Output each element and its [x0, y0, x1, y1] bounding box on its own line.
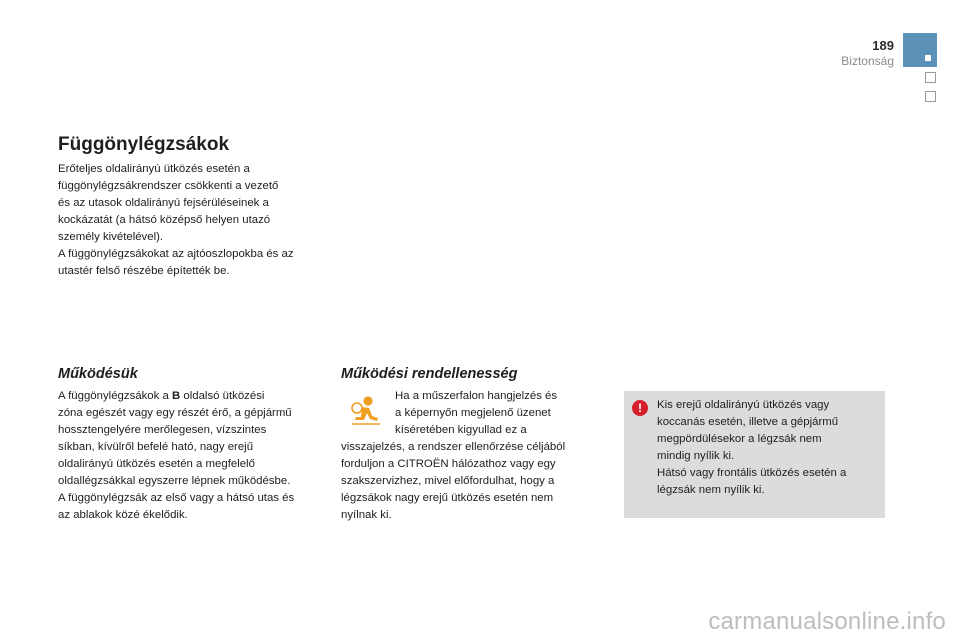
tab-marker-icon [925, 55, 931, 61]
section-tab-active[interactable] [903, 33, 937, 67]
malfunction-heading: Működési rendellenesség [341, 366, 518, 382]
malfunction-text-indented: Ha a műszerfalon hangjelzés és a képernyőn megjelenő üzenet kíséretében kigyullad ez a [395, 390, 558, 436]
section-tab[interactable] [925, 72, 936, 83]
section-title: Biztonság [841, 54, 894, 68]
airbag-warning-icon [349, 393, 383, 427]
note-text: Kis erejű oldalirányú ütközés vagy koccanás esetén, illetve a gépjármű megpördülésekor a légzsák nem mindig nyílik ki. Hátsó vagy frontális ütközés esetén a légzsák nem nyílik ki. [657, 399, 847, 496]
page-title: Függönylégzsákok [58, 134, 230, 155]
zone-letter: B [171, 390, 181, 402]
operation-text-rest: oldalsó ütközési zóna egészét vagy egy részét érő, a gépjármű hossztengelyére merőlegesen, vízszintes síkban, kívülről befelé ható, nagy erejű oldalirányú ütközés esetén a megfelelő oldallégzsákkal egyszerre lépnek működésbe. A függönylégzsák az első vagy a hátsó utas és az ablakok közé ékelődik. [58, 390, 295, 521]
operation-paragraph [58, 388, 323, 524]
intro-paragraph: Erőteljes oldalirányú ütközés esetén a függönylégzsákrendszer csökkenti a vezető és az utasok oldalirányú fejsérüléseinek a kockázatát (a hátsó középső helyen utazó személy kivételével). A függönylégzsákokat az ajtóoszlopokba és az utastér felső részébe építették be. [58, 163, 294, 277]
watermark: carmanualsonline.info [708, 608, 946, 635]
page-number: 189 [872, 38, 894, 53]
operation-text-start: A függönylégzsákok a [58, 390, 172, 402]
malfunction-text: visszajelzés, a rendszer ellenőrzése céljából forduljon a CITROËN hálózathoz vagy egy szakszervizhez, mivel előfordulhat, hogy a légzsákok nagy erejű ütközés esetén nem nyílnak ki. [341, 441, 566, 521]
exclamation-icon: ! [632, 400, 648, 416]
section-tab[interactable] [925, 91, 936, 102]
operation-heading: Működésük [58, 366, 138, 382]
